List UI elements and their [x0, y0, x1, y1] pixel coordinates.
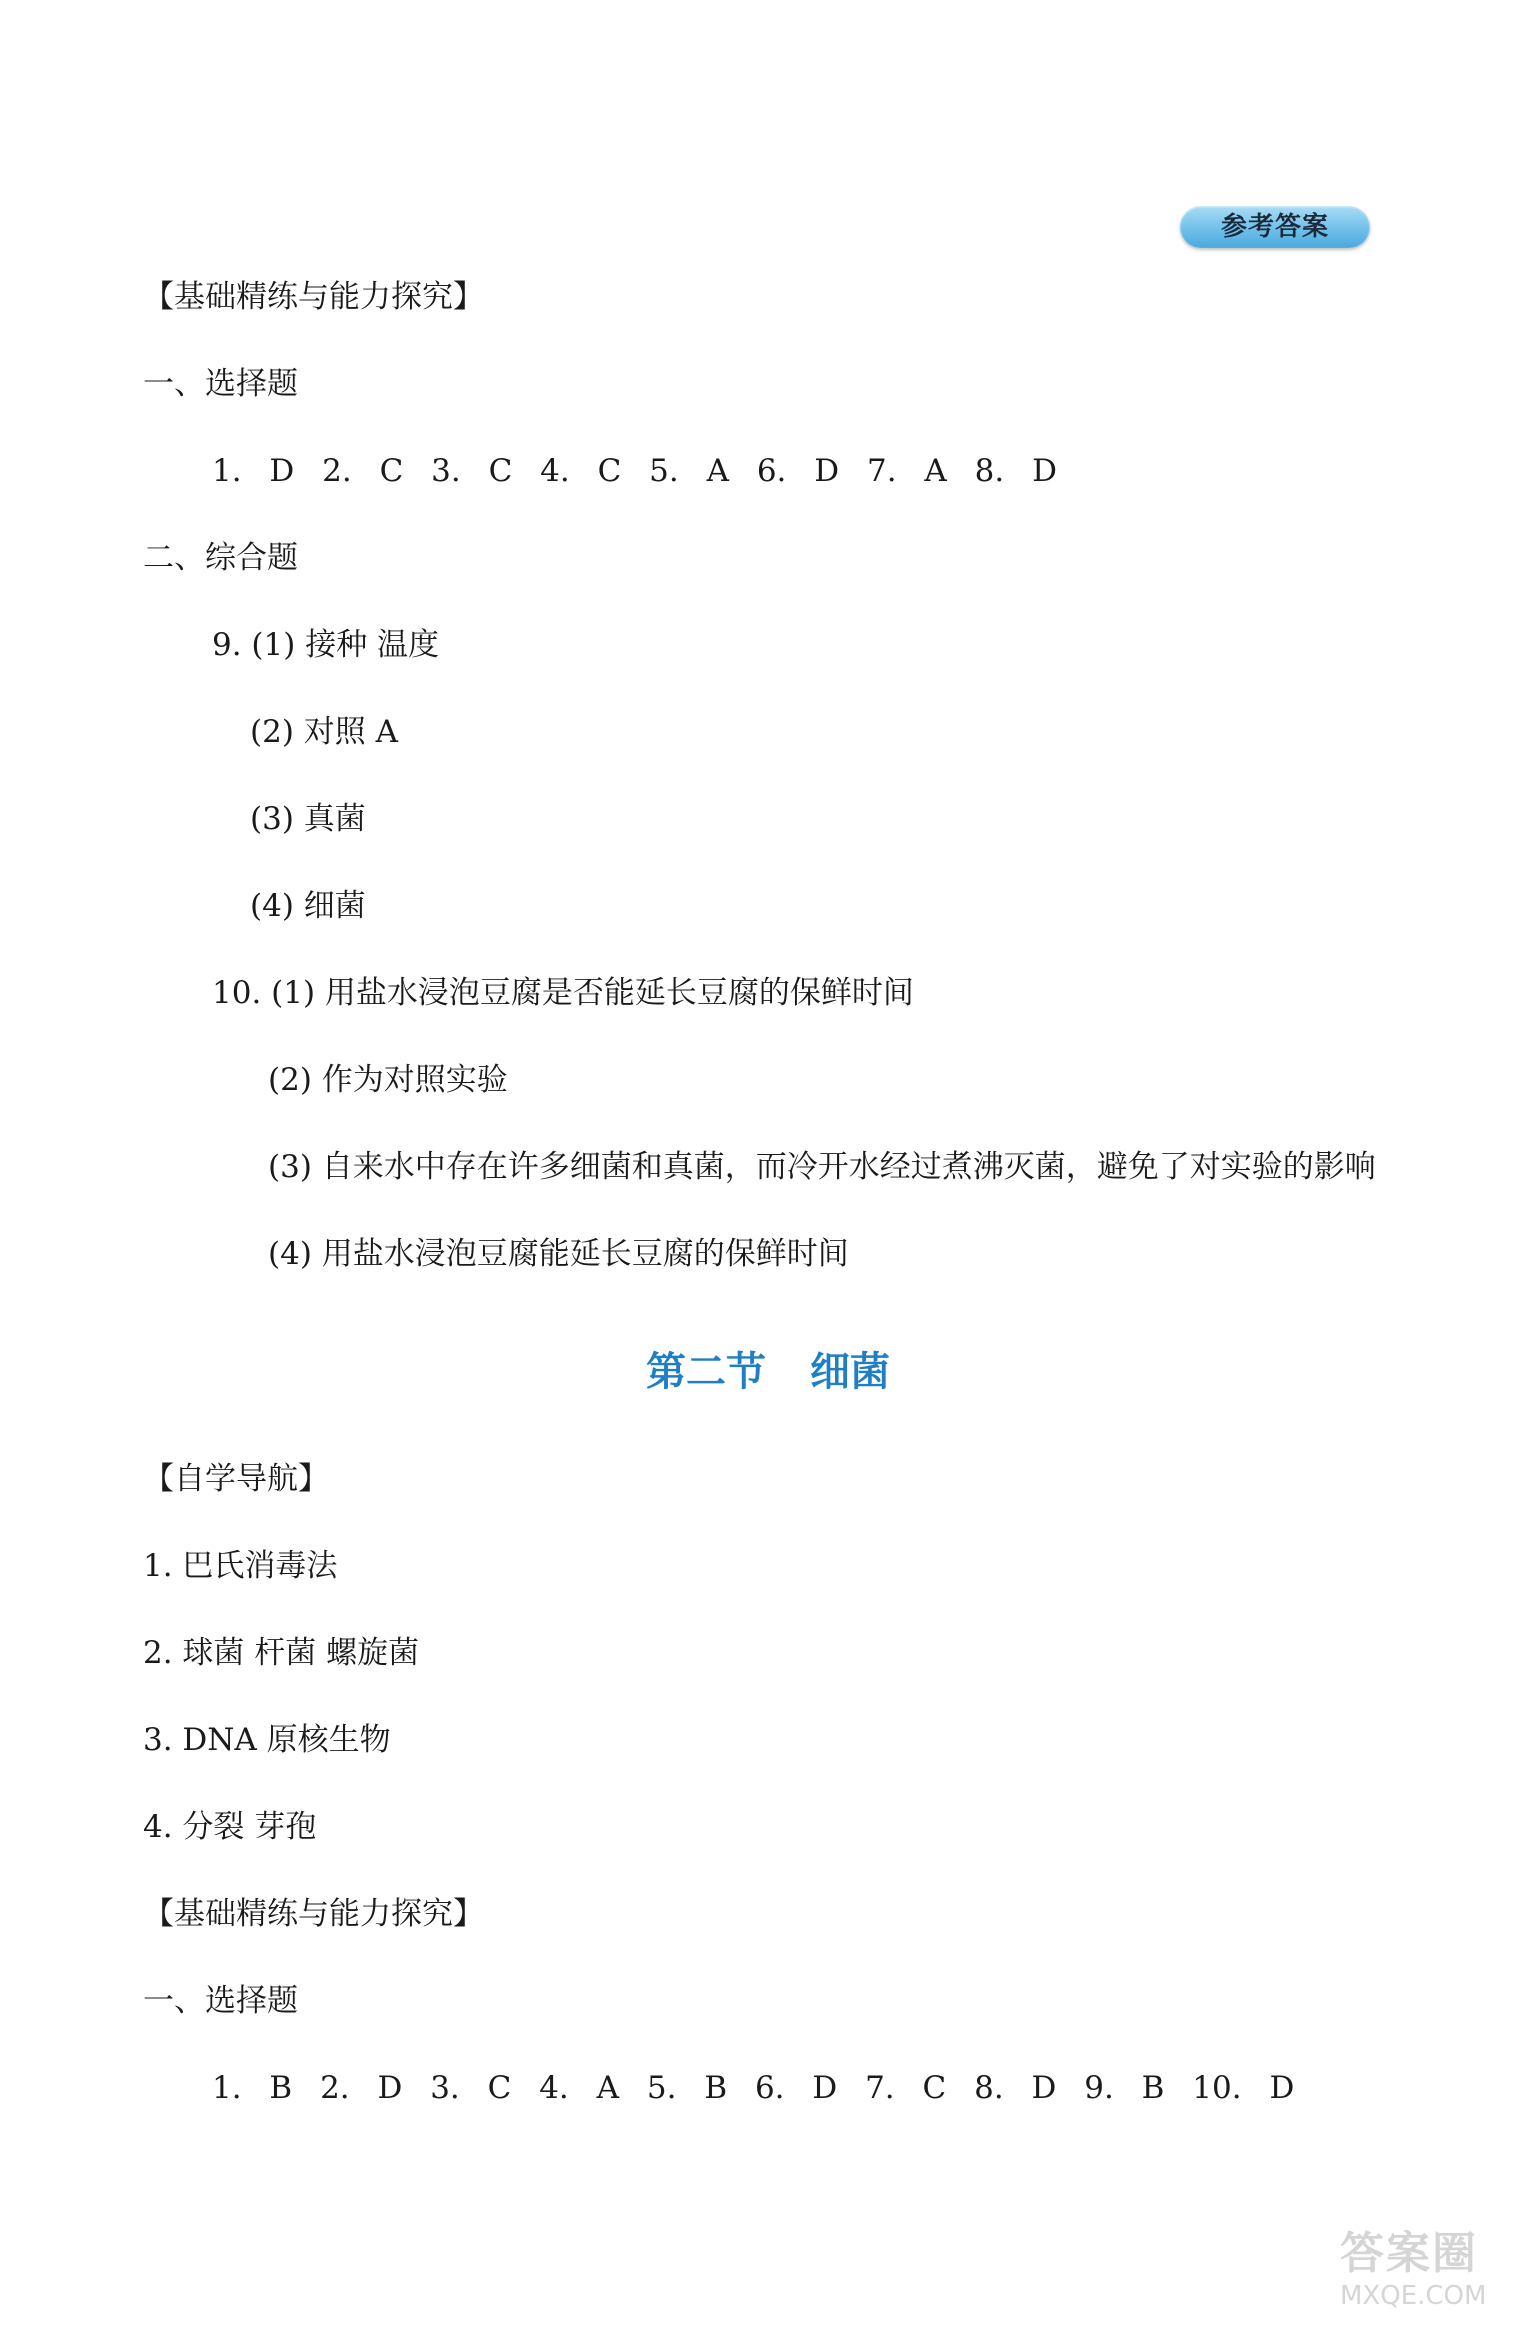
q9-answer-3: (3) 真菌: [250, 801, 366, 837]
part-title-comprehensive: 二、综合题: [143, 540, 298, 576]
part-title-choice-2: 一、选择题: [143, 1983, 298, 2019]
reference-answer-badge: 参考答案: [1180, 206, 1370, 248]
self-study-item-3: 3. DNA 原核生物: [143, 1722, 391, 1758]
q10-answer-2: (2) 作为对照实验: [268, 1062, 508, 1098]
q9-answer-2: (2) 对照 A: [250, 714, 399, 750]
self-study-item-2: 2. 球菌 杆菌 螺旋菌: [143, 1635, 420, 1671]
self-study-item-4: 4. 分裂 芽孢: [143, 1809, 317, 1845]
q9-answer-1: 9. (1) 接种 温度: [212, 627, 440, 663]
part-title-choice: 一、选择题: [143, 366, 298, 402]
choice-answers-1: 1. D 2. C 3. C 4. C 5. A 6. D 7. A 8. D: [212, 453, 1057, 489]
q10-answer-3: (3) 自来水中存在许多细菌和真菌，而冷开水经过煮沸灭菌，避免了对实验的影响: [268, 1149, 1376, 1185]
section-heading-self-study: 【自学导航】: [143, 1461, 329, 1497]
section-heading-basic-practice-2: 【基础精练与能力探究】: [143, 1896, 484, 1932]
q9-answer-4: (4) 细菌: [250, 888, 366, 924]
site-watermark: [1340, 2228, 1530, 2323]
q10-answer-4: (4) 用盐水浸泡豆腐能延长豆腐的保鲜时间: [268, 1236, 849, 1272]
self-study-item-1: 1. 巴氏消毒法: [143, 1548, 338, 1584]
section-heading-basic-practice: 【基础精练与能力探究】: [143, 279, 484, 315]
chapter-title: 第二节 细菌: [646, 1349, 890, 1395]
watermark-url: MXQE.COM: [1340, 2281, 1487, 2311]
q10-answer-1: 10. (1) 用盐水浸泡豆腐是否能延长豆腐的保鲜时间: [212, 975, 914, 1011]
choice-answers-2: 1. B 2. D 3. C 4. A 5. B 6. D 7. C 8. D 9. B 10. D: [212, 2070, 1295, 2106]
watermark-logo-text: 答案圈: [1340, 2228, 1478, 2279]
